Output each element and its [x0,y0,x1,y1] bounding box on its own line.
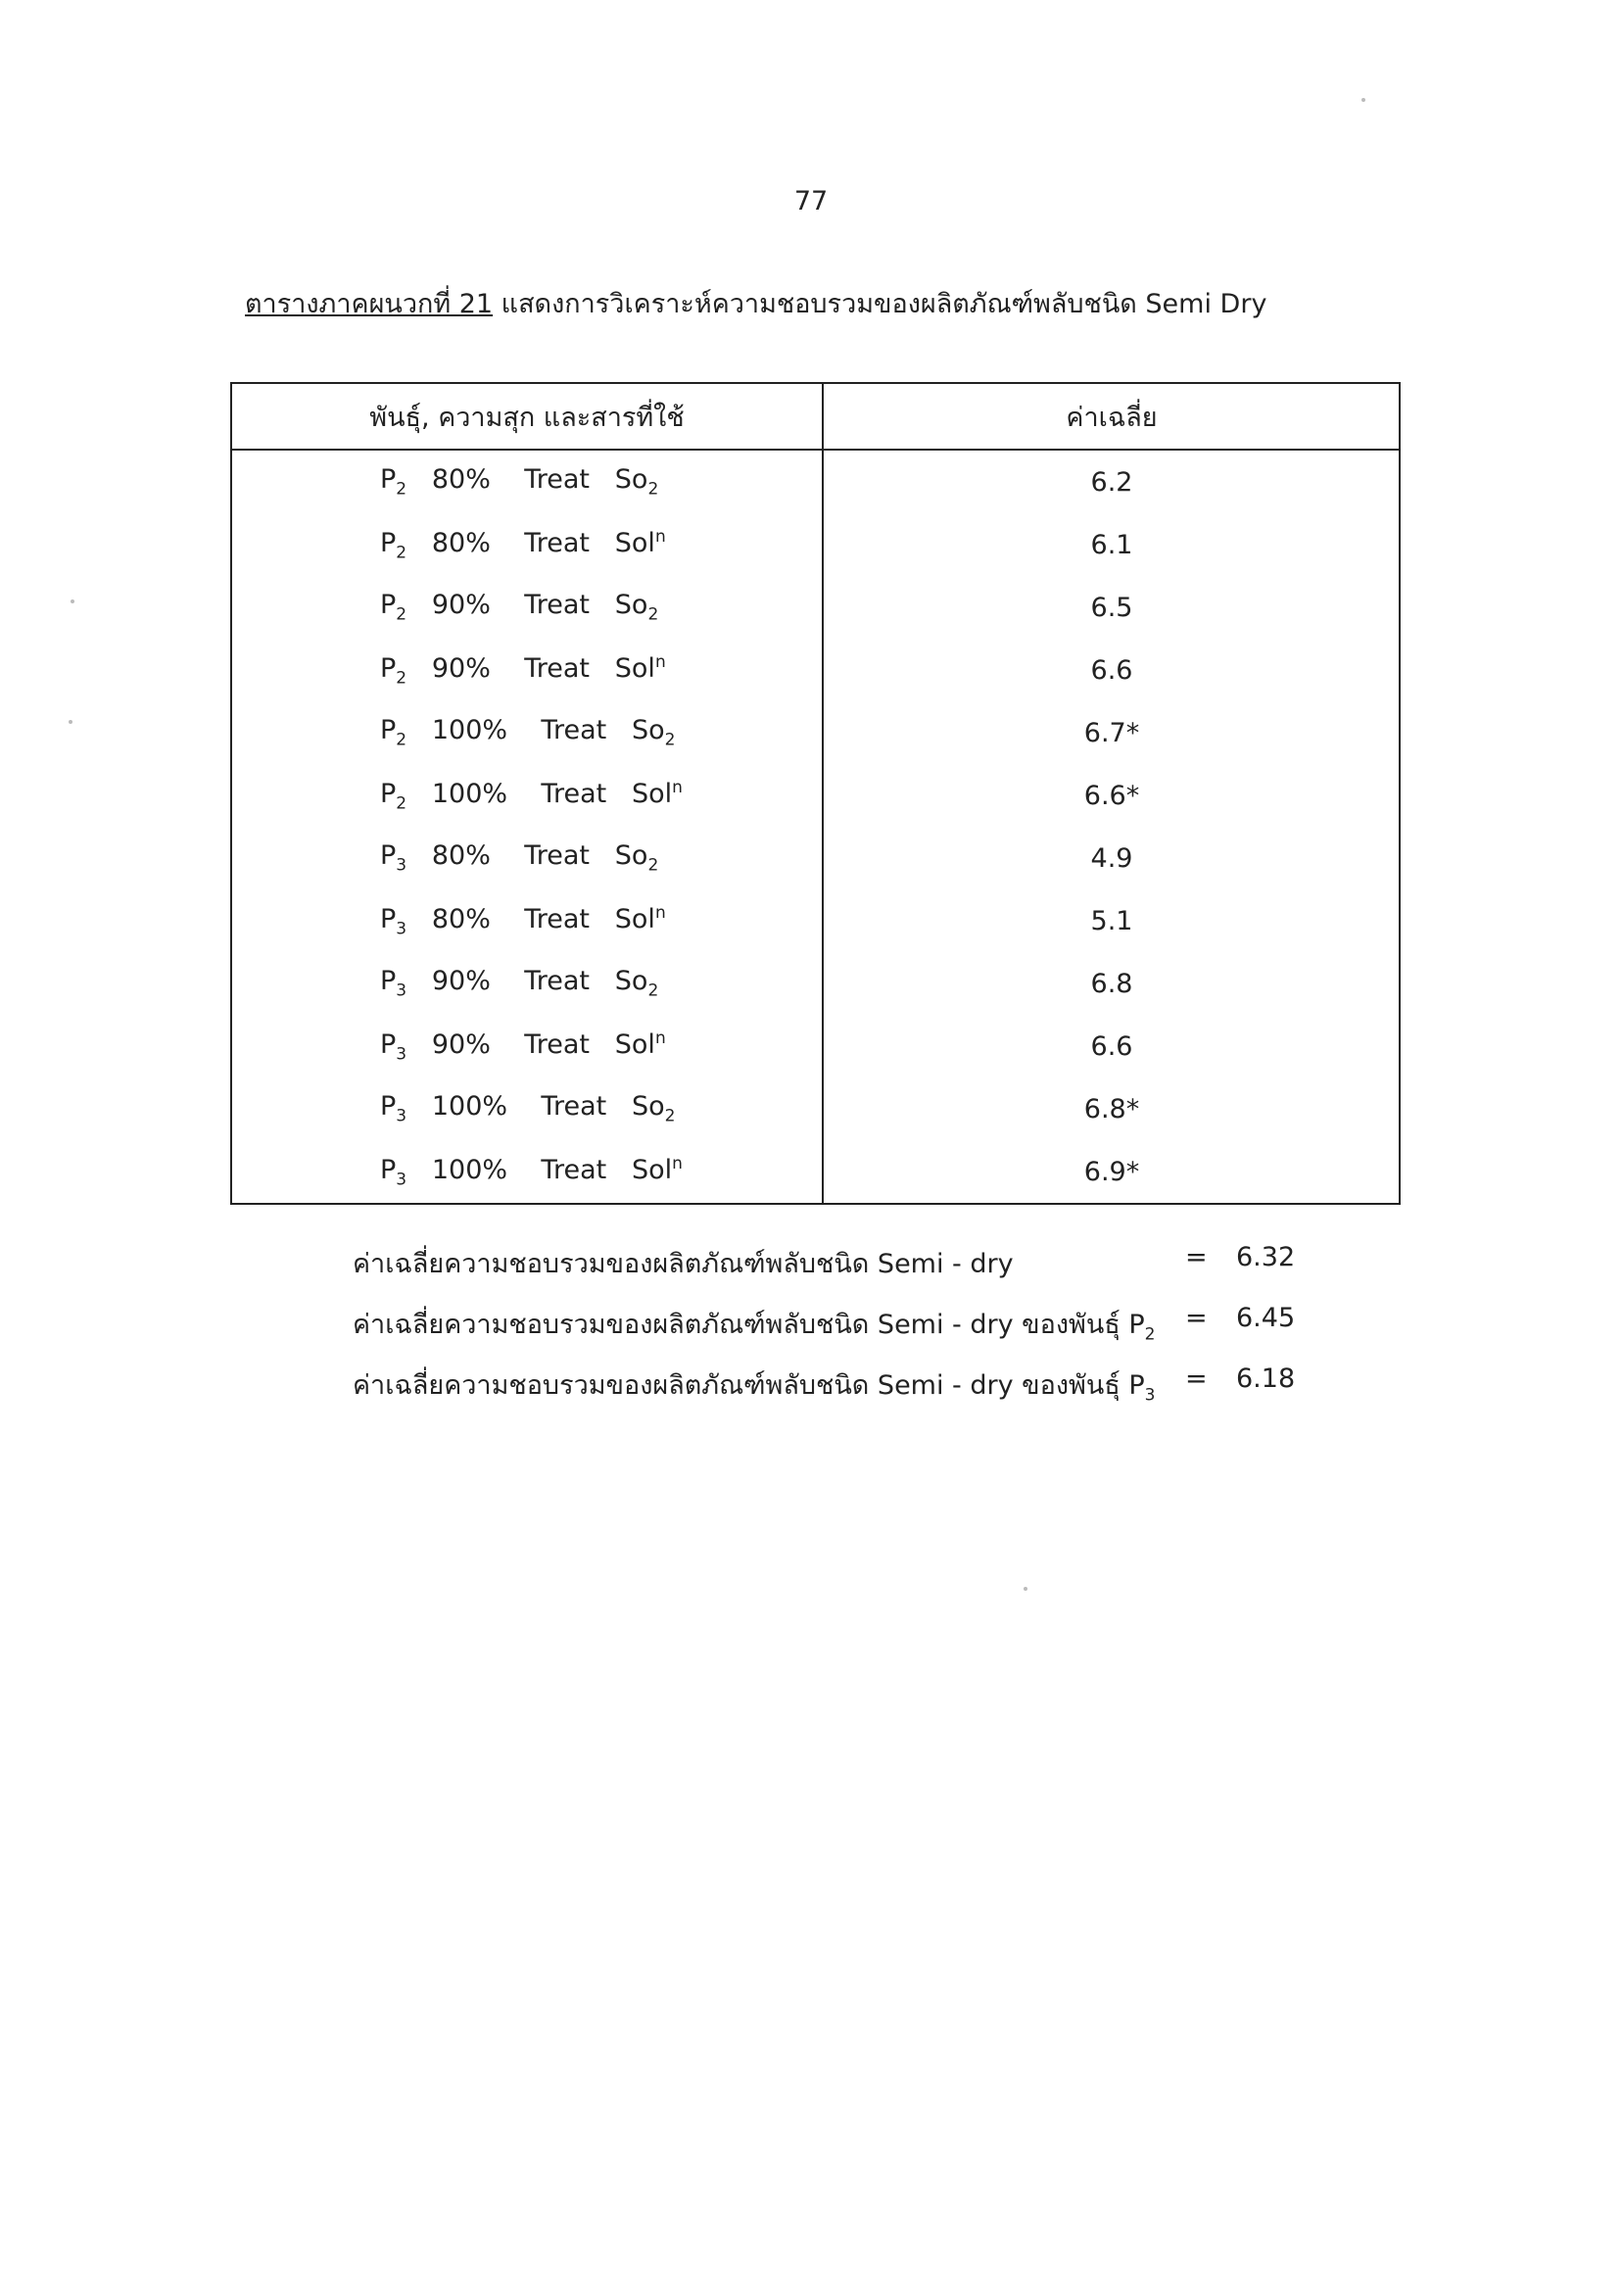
agent: So [631,715,665,746]
equals-sign: = [1185,1242,1208,1272]
results-table-container [230,382,1401,1205]
scan-speck [69,720,72,724]
variety: P [380,464,397,496]
variety: P [380,590,397,621]
agent: So [614,966,648,997]
mean-cell: 6.8* [823,1077,1400,1140]
results-table [230,382,1401,1205]
ripeness: 100% [431,1154,508,1185]
summary-text-group [353,1303,1156,1345]
mean-cell: 5.1 [823,889,1400,952]
treatment-text [233,966,659,1001]
equals-sign: = [1185,1303,1208,1333]
variety-subscript: 2 [396,730,407,750]
agent-superscript: n [654,526,666,547]
treatment-cell [231,889,823,952]
agent: Sol [631,778,673,809]
table-row [231,1015,1400,1077]
variety: P [380,527,397,558]
agent: Sol [614,903,655,934]
treat-label: Treat [541,1091,607,1123]
summary-variety: P [1128,1370,1145,1401]
ripeness: 80% [431,527,491,558]
mean-cell: 6.7* [823,701,1400,764]
variety: P [380,840,397,872]
variety-subscript: 3 [396,919,407,939]
equals-sign: = [1185,1363,1208,1394]
summary-text: ค่าเฉลี่ยความชอบรวมของผลิตภัณฑ์พลับชนิด Semi - dry ของพันธุ์ [353,1370,1129,1401]
agent: Sol [614,527,655,558]
ripeness: 90% [431,1028,491,1060]
variety-subscript: 3 [396,1106,407,1126]
treat-label: Treat [541,778,607,809]
agent: Sol [614,652,655,684]
table-row [231,827,1400,889]
ripeness: 80% [431,903,491,934]
variety-subscript: 3 [396,981,407,1001]
treat-label: Treat [524,840,591,872]
variety-subscript: 3 [396,855,407,876]
treatment-cell [231,1077,823,1140]
summary-text: ค่าเฉลี่ยความชอบรวมของผลิตภัณฑ์พลับชนิด Semi - dry ของพันธุ์ [353,1310,1129,1340]
agent: So [631,1091,665,1123]
table-row [231,639,1400,701]
agent-superscript: n [672,1153,683,1173]
treat-label: Treat [541,1154,607,1185]
treatment-cell [231,701,823,764]
treat-label: Treat [524,1028,591,1060]
variety: P [380,1091,397,1123]
variety: P [380,778,397,809]
caption-label: ตารางภาคผนวกที่ 21 [245,289,494,319]
treat-label: Treat [524,590,591,621]
variety-subscript: 2 [396,543,407,563]
agent-subscript: 2 [664,1106,676,1126]
treatment-text [233,777,683,814]
treatment-text [233,526,666,563]
ripeness: 100% [431,715,508,746]
table-row [231,1077,1400,1140]
treatment-text [233,590,659,625]
variety-subscript: 2 [396,668,407,689]
treat-label: Treat [524,903,591,934]
variety-subscript: 2 [396,479,407,500]
agent-subscript: 2 [647,855,659,876]
summary-value: 6.45 [1236,1303,1296,1333]
ripeness: 80% [431,464,491,496]
agent-subscript: 2 [647,981,659,1001]
treatment-cell [231,639,823,701]
treatment-text [233,1153,683,1190]
mean-cell: 6.6 [823,639,1400,701]
variety-subscript: 2 [396,793,407,814]
agent-superscript: n [654,1028,666,1048]
summary-value: 6.18 [1236,1363,1296,1394]
table-body [231,450,1400,1204]
summary-text-group [353,1242,1014,1284]
variety-subscript: 2 [396,604,407,625]
treatment-text [233,1091,676,1126]
variety: P [380,1154,397,1185]
table-caption [245,282,1266,324]
agent-superscript: n [672,777,683,797]
treatment-cell [231,513,823,576]
agent-subscript: 2 [664,730,676,750]
ripeness: 90% [431,966,491,997]
table-row [231,1140,1400,1204]
variety: P [380,966,397,997]
table-row [231,952,1400,1015]
treat-label: Treat [524,966,591,997]
header-treatment: พันธุ์, ความสุก และสารที่ใช้ [231,383,823,450]
page-number: 77 [793,186,829,216]
header-mean: ค่าเฉลี่ย [823,383,1400,450]
agent-superscript: n [654,651,666,672]
ripeness: 80% [431,840,491,872]
mean-cell: 6.9* [823,1140,1400,1204]
scan-speck [71,599,74,603]
agent-subscript: 2 [647,479,659,500]
treatment-cell [231,1015,823,1077]
treatment-cell [231,952,823,1015]
treatment-cell [231,827,823,889]
agent-subscript: 2 [647,604,659,625]
variety-subscript: 3 [396,1170,407,1190]
treatment-text [233,715,676,750]
mean-cell: 4.9 [823,827,1400,889]
scan-speck [1024,1587,1027,1591]
variety: P [380,1028,397,1060]
treatment-cell [231,576,823,639]
treatment-text [233,464,659,500]
treat-label: Treat [524,527,591,558]
mean-cell: 6.6* [823,764,1400,827]
agent: So [614,590,648,621]
agent: Sol [631,1154,673,1185]
treatment-text [233,902,666,939]
summary-variety-subscript: 2 [1144,1324,1156,1345]
treatment-text [233,651,666,689]
agent-superscript: n [654,902,666,923]
mean-cell: 6.2 [823,450,1400,513]
variety-subscript: 3 [396,1044,407,1065]
treat-label: Treat [541,715,607,746]
table-row [231,576,1400,639]
ripeness: 100% [431,778,508,809]
agent: Sol [614,1028,655,1060]
summary-text-group [353,1363,1156,1406]
treat-label: Treat [524,652,591,684]
summary-text: ค่าเฉลี่ยความชอบรวมของผลิตภัณฑ์พลับชนิด Semi - dry [353,1249,1014,1279]
table-row [231,513,1400,576]
table-row [231,450,1400,513]
agent: So [614,840,648,872]
treatment-cell [231,1140,823,1204]
treat-label: Treat [524,464,591,496]
treatment-text [233,840,659,876]
agent: So [614,464,648,496]
mean-cell: 6.6 [823,1015,1400,1077]
mean-cell: 6.5 [823,576,1400,639]
summary-variety: P [1128,1310,1145,1340]
ripeness: 90% [431,652,491,684]
treatment-text [233,1028,666,1065]
table-row [231,764,1400,827]
table-row [231,889,1400,952]
mean-cell: 6.8 [823,952,1400,1015]
variety: P [380,903,397,934]
scan-speck [1361,98,1365,102]
variety: P [380,715,397,746]
table-row [231,701,1400,764]
treatment-cell [231,764,823,827]
mean-cell: 6.1 [823,513,1400,576]
summary-value: 6.32 [1236,1242,1296,1272]
caption-text: แสดงการวิเคราะห์ความชอบรวมของผลิตภัณฑ์พลับชนิด Semi Dry [493,289,1267,319]
variety: P [380,652,397,684]
ripeness: 90% [431,590,491,621]
ripeness: 100% [431,1091,508,1123]
summary-variety-subscript: 3 [1144,1385,1156,1406]
treatment-cell [231,450,823,513]
table-header-row [231,383,1400,450]
